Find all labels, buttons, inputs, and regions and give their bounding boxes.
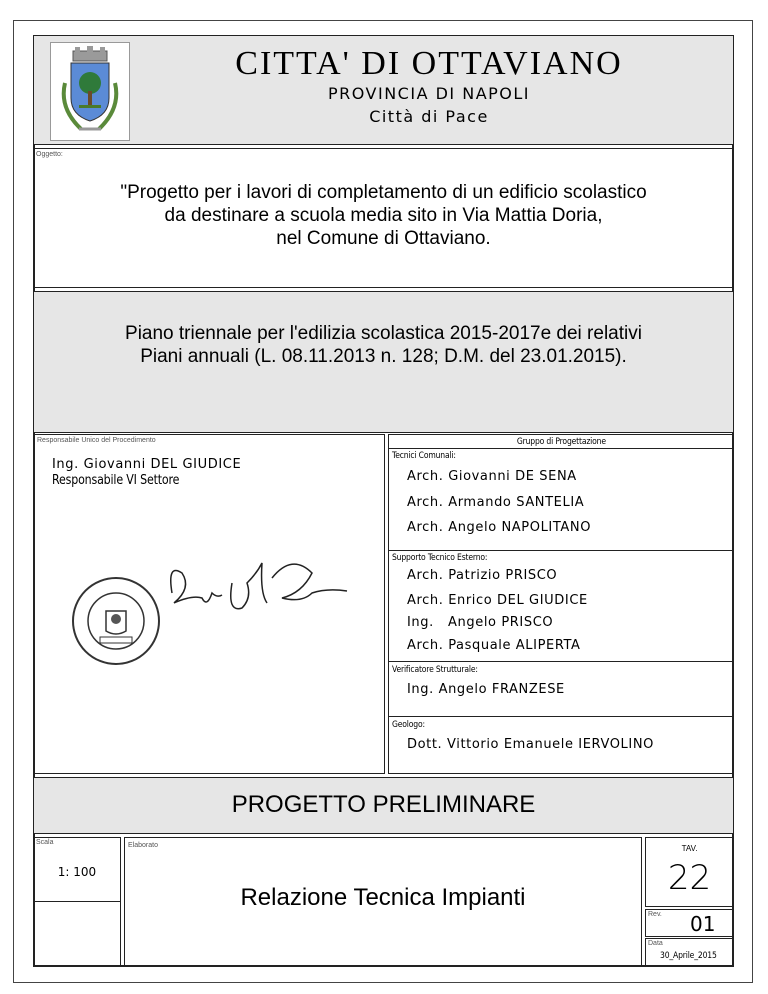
progetto-box bbox=[33, 777, 734, 834]
rup-role: Responsabile VI Settore bbox=[52, 473, 180, 488]
supporto-3: Ing. Angelo PRISCO bbox=[407, 615, 554, 630]
geologo-section bbox=[389, 717, 733, 773]
signature bbox=[162, 553, 362, 633]
tecnici-label: Tecnici Comunali: bbox=[392, 451, 456, 461]
piano-line-2: Piani annuali (L. 08.11.2013 n. 128; D.M. del 23.01.2015). bbox=[140, 346, 627, 367]
scala-box bbox=[33, 837, 121, 967]
tav-number: 22 bbox=[667, 858, 712, 898]
oggetto-label: Oggetto: bbox=[36, 151, 63, 158]
rup-box bbox=[33, 434, 385, 774]
data-box bbox=[645, 938, 734, 967]
supporto-4: Arch. Pasquale ALIPERTA bbox=[407, 638, 581, 653]
oggetto-text bbox=[34, 181, 733, 250]
tecnico-2: Arch. Armando SANTELIA bbox=[407, 495, 585, 510]
oggetto-line-2: da destinare a scuola media sito in Via Mattia Doria, bbox=[164, 205, 603, 226]
geologo-name: Dott. Vittorio Emanuele IERVOLINO bbox=[407, 737, 654, 752]
verificatore-name: Ing. Angelo FRANZESE bbox=[407, 682, 565, 697]
city-motto: Città di Pace bbox=[369, 107, 489, 126]
tav-box bbox=[645, 837, 734, 907]
supporto-section bbox=[389, 551, 733, 662]
elaborato-title: Relazione Tecnica Impianti bbox=[240, 884, 526, 911]
verificatore-section bbox=[389, 662, 733, 717]
gruppo-title: Gruppo di Progettazione bbox=[389, 435, 733, 449]
progetto-title: PROGETTO PRELIMINARE bbox=[231, 791, 536, 818]
piano-line-1: Piano triennale per l'edilizia scolastica 2015-2017e dei relativi bbox=[125, 323, 642, 344]
rev-box bbox=[645, 909, 734, 937]
tecnico-3: Arch. Angelo NAPOLITANO bbox=[407, 520, 592, 535]
coat-of-arms-logo bbox=[50, 42, 130, 141]
oggetto-line-1: "Progetto per i lavori di completamento di un edificio scolastico bbox=[120, 182, 647, 203]
tecnico-1: Arch. Giovanni DE SENA bbox=[407, 469, 577, 484]
oggetto-line-3: nel Comune di Ottaviano. bbox=[276, 228, 491, 249]
supporto-2: Arch. Enrico DEL GIUDICE bbox=[407, 593, 588, 608]
tav-label: TAV. bbox=[681, 844, 698, 853]
oggetto-box bbox=[33, 148, 734, 288]
elaborato-box bbox=[124, 837, 642, 967]
province-subtitle: PROVINCIA DI NAPOLI bbox=[327, 84, 531, 103]
header-box bbox=[33, 35, 734, 145]
elaborato-label: Elaborato bbox=[128, 842, 158, 849]
geologo-label: Geologo: bbox=[392, 720, 425, 730]
official-stamp bbox=[70, 575, 162, 667]
supporto-label: Supporto Tecnico Esterno: bbox=[392, 553, 488, 563]
tecnici-section bbox=[389, 449, 733, 551]
rup-name: Ing. Giovanni DEL GIUDICE bbox=[52, 457, 242, 472]
piano-box bbox=[33, 291, 734, 433]
rup-label: Responsabile Unico del Procedimento bbox=[37, 437, 156, 444]
rev-number: 01 bbox=[690, 912, 716, 936]
scala-label: Scala bbox=[36, 839, 54, 846]
data-label: Data bbox=[648, 940, 663, 947]
piano-text bbox=[34, 322, 733, 368]
gruppo-box bbox=[388, 434, 734, 774]
supporto-1: Arch. Patrizio PRISCO bbox=[407, 568, 558, 583]
verificatore-label: Verificatore Strutturale: bbox=[392, 665, 478, 675]
city-title: CITTA' DI OTTAVIANO bbox=[235, 45, 623, 82]
scala-divider bbox=[34, 901, 120, 902]
scala-value: 1: 100 bbox=[57, 865, 97, 879]
data-value: 30_Aprile_2015 bbox=[660, 951, 717, 961]
rev-label: Rev. bbox=[648, 911, 662, 918]
